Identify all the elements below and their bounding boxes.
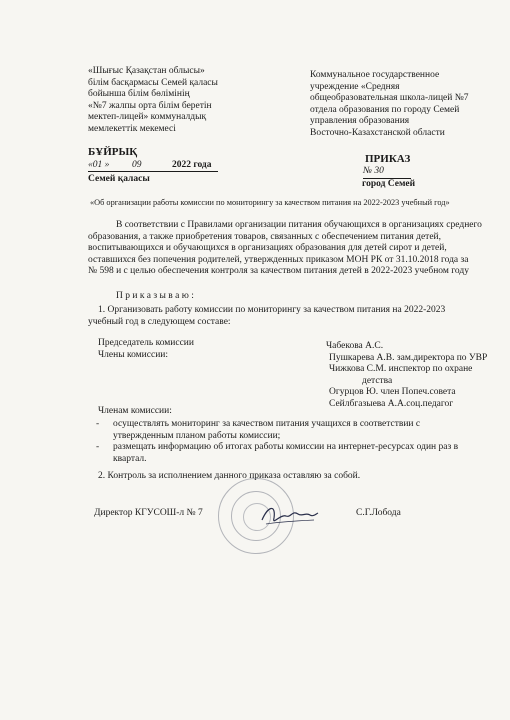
- prikaz-heading: ПРИКАЗ: [365, 153, 411, 165]
- paragraph-line: № 598 и с целью обеспечения контроля за качеством питания детей в 2022-2023 учебном году: [88, 266, 469, 276]
- member-name: Пушкарева А.В. зам.директора по УВР: [329, 352, 488, 363]
- kz-org-line: мемлекеттік мекемесі: [88, 123, 176, 134]
- duty-text: осуществлять мониторинг за качеством питания учащихся в соответствии с: [113, 419, 421, 429]
- item-1-line: 1. Организовать работу комиссии по мониторингу за качеством питания на 2022-2023: [98, 305, 446, 315]
- duty-text: квартал.: [113, 453, 147, 464]
- kz-city: Семей қаласы: [88, 174, 150, 184]
- chair-label: Председатель комиссии: [98, 338, 194, 348]
- ru-org-line: отдела образования по городу Семей: [310, 104, 460, 115]
- chair-name: Чабекова А.С.: [326, 341, 384, 351]
- kz-organization-block: [88, 66, 218, 135]
- order-subject: «Об организации работы комиссии по мониторингу за качеством питания на 2022-2023 учебный год»: [90, 198, 450, 207]
- director-position: Директор КГУСОШ-л № 7: [94, 508, 203, 518]
- ru-org-line: учреждение «Средняя: [310, 81, 400, 92]
- ru-org-line: Коммунальное государственное: [310, 70, 440, 80]
- member-name: Сейлбгазыева А.А.соц.педагог: [329, 398, 454, 409]
- kz-org-line: білім басқармасы Семей қаласы: [88, 77, 218, 88]
- director-name: С.Г.Лобода: [356, 508, 401, 518]
- paragraph-line: В соответствии с Правилами организации питания обучающихся в организациях среднего: [116, 220, 482, 230]
- commission-labels: [98, 338, 194, 361]
- duty-bullet: -: [96, 442, 100, 452]
- item-1-line: учебный год в следующем составе:: [88, 316, 231, 327]
- member-name: Огурцов Ю. член Попеч.совета: [329, 387, 456, 397]
- date-line: [88, 160, 218, 172]
- order-word: П р и к а з ы в а ю :: [116, 291, 194, 301]
- members-label: Члены комиссии:: [98, 349, 169, 360]
- duty-text: утвержденным планом работы комиссии;: [113, 430, 281, 441]
- member-name: Чижкова С.М. инспектор по охране: [329, 364, 473, 374]
- kz-org-line: «№7 жалпы орта білім беретін: [88, 100, 212, 111]
- handwritten-signature: [258, 498, 320, 532]
- item-1: [88, 305, 446, 328]
- duty-text: размещать информацию об итогах работы комиссии на интернет-ресурсах один раз в: [113, 442, 459, 452]
- ru-city: город Семей: [362, 179, 416, 189]
- paragraph-line: оставшихся без попечения родителей, утвержденных приказом МОН РК от 31.10.2018 года за: [88, 254, 469, 265]
- order-number: [363, 166, 411, 179]
- kz-org-line: «Шығыс Қазақстан облысы»: [88, 66, 205, 76]
- ru-org-line: Восточно-Казахстанской области: [310, 127, 445, 138]
- date-year: 2022 года: [172, 160, 212, 170]
- paragraph-line: образования, а также приобретения товаров, связанных с обеспечением питания детей,: [88, 231, 442, 242]
- kz-org-line: мектеп-лицей» коммуналдық: [88, 112, 207, 122]
- kz-org-line: бойынша білім бөлімінің: [88, 89, 190, 99]
- paragraph-line: воспитывающихся и обучающихся в организациях образования для детей сирот и детей,: [88, 243, 447, 253]
- member-name: детства: [362, 375, 393, 386]
- buyryk-heading: БҰЙРЫҚ: [88, 146, 138, 158]
- preamble-paragraph: [88, 220, 482, 278]
- item-2: 2. Контроль за исполнением данного приказа оставляю за собой.: [98, 471, 361, 481]
- duties-heading: Членам комиссии:: [98, 406, 172, 416]
- date-month: 09: [132, 160, 142, 170]
- date-day: «01 »: [88, 160, 110, 170]
- duty-bullet: -: [96, 419, 100, 429]
- commission-names: [326, 341, 487, 410]
- ru-organization-block: [310, 70, 469, 139]
- ru-org-line: общеобразовательная школа-лицей №7: [310, 93, 469, 103]
- order-number-value: № 30: [363, 166, 384, 176]
- ru-org-line: управления образования: [310, 116, 410, 126]
